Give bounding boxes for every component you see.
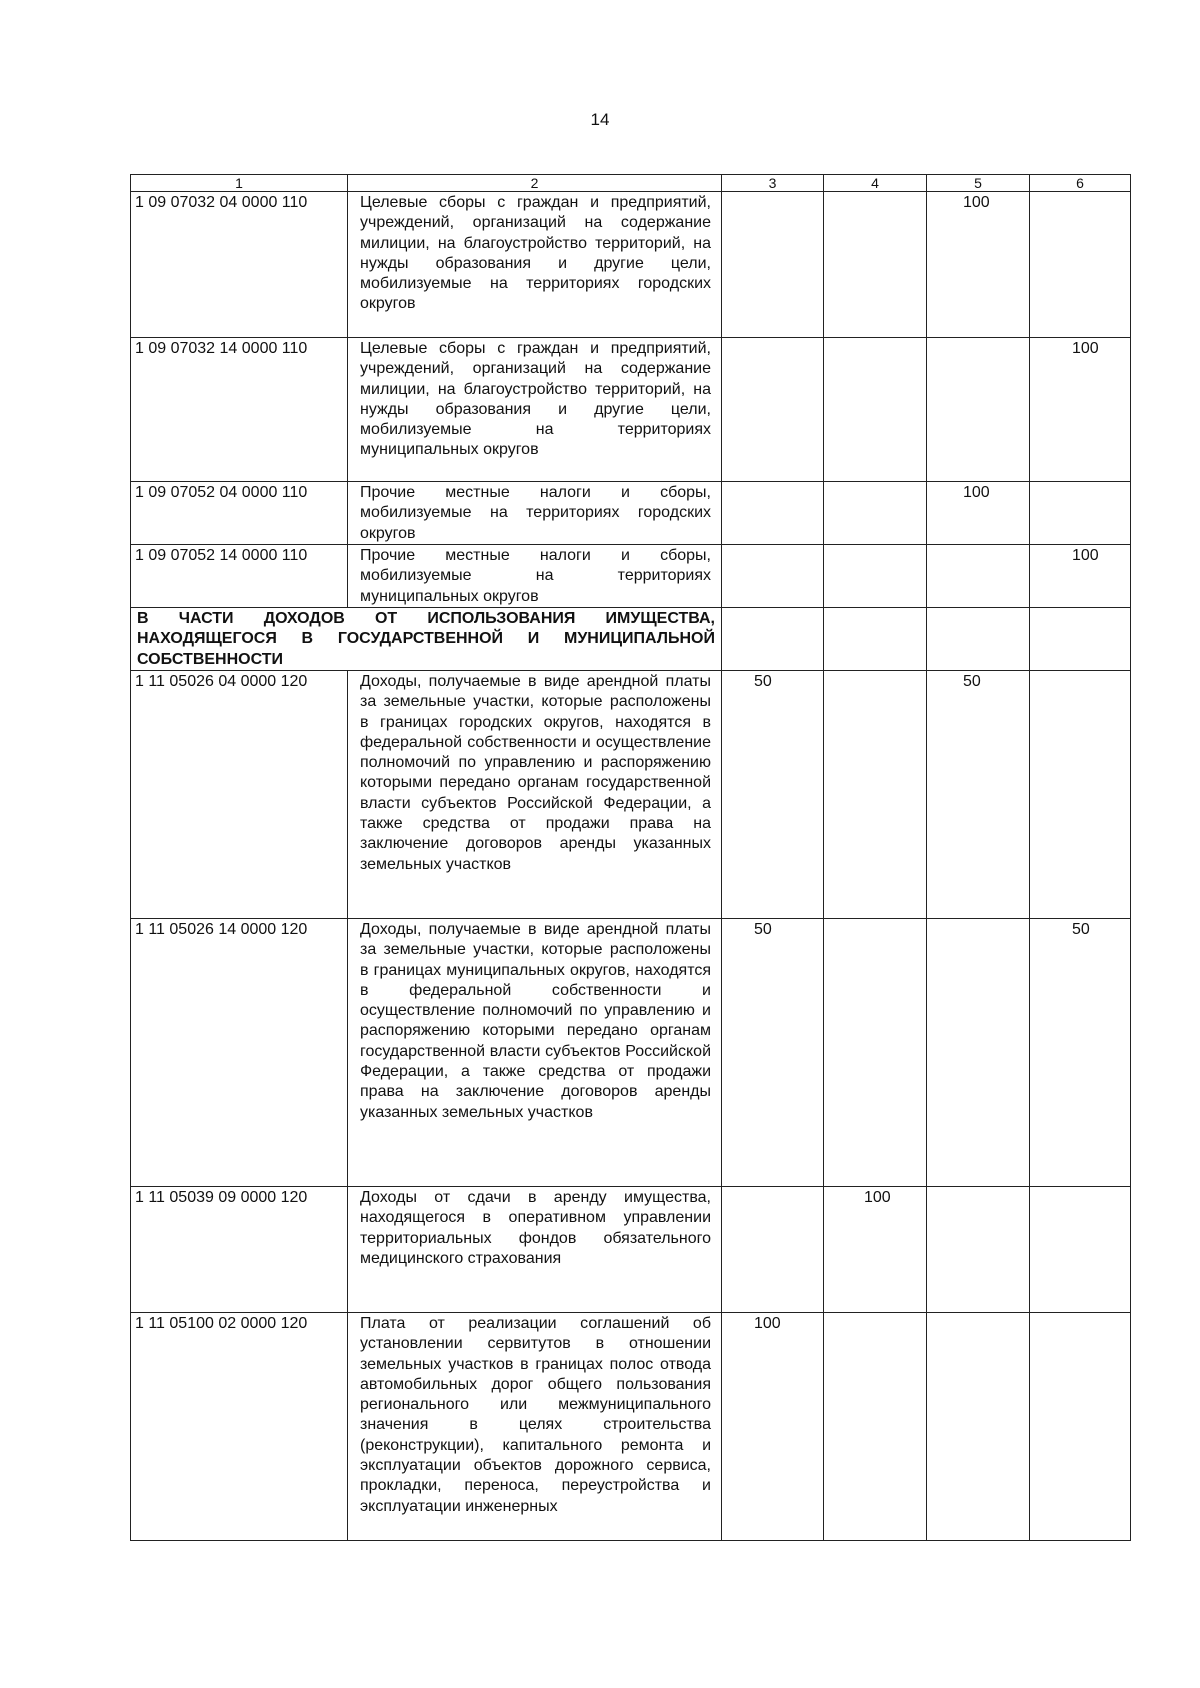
column-header: 5 xyxy=(927,175,1030,192)
revenue-table xyxy=(130,174,1131,1541)
cell-col5 xyxy=(927,545,1030,608)
revenue-code: 1 09 07052 04 0000 110 xyxy=(131,482,348,545)
cell-col4 xyxy=(824,545,927,608)
table-row xyxy=(131,671,1131,919)
table-row xyxy=(131,1313,1131,1541)
column-number-row xyxy=(131,175,1131,192)
cell-col6: 100 xyxy=(1030,338,1131,482)
table-row xyxy=(131,192,1131,338)
cell-col6 xyxy=(1030,671,1131,919)
cell-col3 xyxy=(722,1187,824,1313)
cell-col3 xyxy=(722,608,824,671)
revenue-code: 1 09 07052 14 0000 110 xyxy=(131,545,348,608)
revenue-description: Доходы, получаемые в виде арендной платы за земельные участки, которые расположены в границах городских округов, находятся в федеральной собственности и осуществление полномочий по управлению и распоряжению которыми передано органам государственной власти субъектов Российской Федерации, а также средства от продажи права на заключение договоров аренды указанных земельных участков xyxy=(348,671,722,919)
cell-col3 xyxy=(722,482,824,545)
cell-col5 xyxy=(927,919,1030,1187)
revenue-code: 1 11 05026 14 0000 120 xyxy=(131,919,348,1187)
table-row xyxy=(131,545,1131,608)
cell-col4 xyxy=(824,919,927,1187)
column-header: 2 xyxy=(348,175,722,192)
cell-col5: 100 xyxy=(927,482,1030,545)
column-header: 3 xyxy=(722,175,824,192)
cell-col4 xyxy=(824,608,927,671)
section-heading-row xyxy=(131,608,1131,671)
table-row xyxy=(131,1187,1131,1313)
cell-col5 xyxy=(927,338,1030,482)
cell-col3: 50 xyxy=(722,671,824,919)
column-header: 4 xyxy=(824,175,927,192)
page-number: 14 xyxy=(590,110,610,129)
cell-col4 xyxy=(824,192,927,338)
cell-col5: 100 xyxy=(927,192,1030,338)
revenue-description: Прочие местные налоги и сборы, мобилизуемые на территориях муниципальных округов xyxy=(348,545,722,608)
column-header: 1 xyxy=(131,175,348,192)
table-row xyxy=(131,919,1131,1187)
table-row xyxy=(131,482,1131,545)
cell-col4 xyxy=(824,1313,927,1541)
revenue-code: 1 09 07032 04 0000 110 xyxy=(131,192,348,338)
revenue-description: Доходы от сдачи в аренду имущества, находящегося в оперативном управлении территориальных фондов обязательного медицинского страхования xyxy=(348,1187,722,1313)
revenue-description: Целевые сборы с граждан и предприятий, учреждений, организаций на содержание милиции, на благоустройство территорий, на нужды образования и другие цели, мобилизуемые на территориях муниципальных округов xyxy=(348,338,722,482)
revenue-code: 1 11 05026 04 0000 120 xyxy=(131,671,348,919)
revenue-description: Целевые сборы с граждан и предприятий, учреждений, организаций на содержание милиции, на благоустройство территорий, на нужды образования и другие цели, мобилизуемые на территориях городских округов xyxy=(348,192,722,338)
cell-col3: 50 xyxy=(722,919,824,1187)
cell-col4 xyxy=(824,482,927,545)
column-header: 6 xyxy=(1030,175,1131,192)
cell-col6: 100 xyxy=(1030,545,1131,608)
cell-col5 xyxy=(927,608,1030,671)
revenue-code: 1 11 05100 02 0000 120 xyxy=(131,1313,348,1541)
revenue-code: 1 09 07032 14 0000 110 xyxy=(131,338,348,482)
cell-col4 xyxy=(824,671,927,919)
cell-col3 xyxy=(722,545,824,608)
section-heading: В ЧАСТИ ДОХОДОВ ОТ ИСПОЛЬЗОВАНИЯ ИМУЩЕСТВА, НАХОДЯЩЕГОСЯ В ГОСУДАРСТВЕННОЙ И МУНИЦИПАЛЬНОЙ СОБСТВЕННОСТИ xyxy=(131,608,722,671)
revenue-description: Доходы, получаемые в виде арендной платы за земельные участки, которые расположены в границах муниципальных округов, находятся в федеральной собственности и осуществление полномочий по управлению и распоряжению которыми передано органам государственной власти субъектов Российской Федерации, а также средства от продажи права на заключение договоров аренды указанных земельных участков xyxy=(348,919,722,1187)
cell-col3: 100 xyxy=(722,1313,824,1541)
cell-col6 xyxy=(1030,192,1131,338)
cell-col6 xyxy=(1030,482,1131,545)
cell-col3 xyxy=(722,192,824,338)
cell-col4: 100 xyxy=(824,1187,927,1313)
cell-col4 xyxy=(824,338,927,482)
cell-col6 xyxy=(1030,608,1131,671)
cell-col5: 50 xyxy=(927,671,1030,919)
revenue-description: Плата от реализации соглашений об установлении сервитутов в отношении земельных участков в границах полос отвода автомобильных дорог общего пользования регионального или межмуниципального значения в целях строительства (реконструкции), капитального ремонта и эксплуатации объектов дорожного сервиса, прокладки, переноса, переустройства и эксплуатации инженерных xyxy=(348,1313,722,1541)
cell-col3 xyxy=(722,338,824,482)
cell-col6: 50 xyxy=(1030,919,1131,1187)
cell-col6 xyxy=(1030,1187,1131,1313)
cell-col5 xyxy=(927,1313,1030,1541)
cell-col5 xyxy=(927,1187,1030,1313)
revenue-code: 1 11 05039 09 0000 120 xyxy=(131,1187,348,1313)
cell-col6 xyxy=(1030,1313,1131,1541)
revenue-description: Прочие местные налоги и сборы, мобилизуемые на территориях городских округов xyxy=(348,482,722,545)
table-row xyxy=(131,338,1131,482)
